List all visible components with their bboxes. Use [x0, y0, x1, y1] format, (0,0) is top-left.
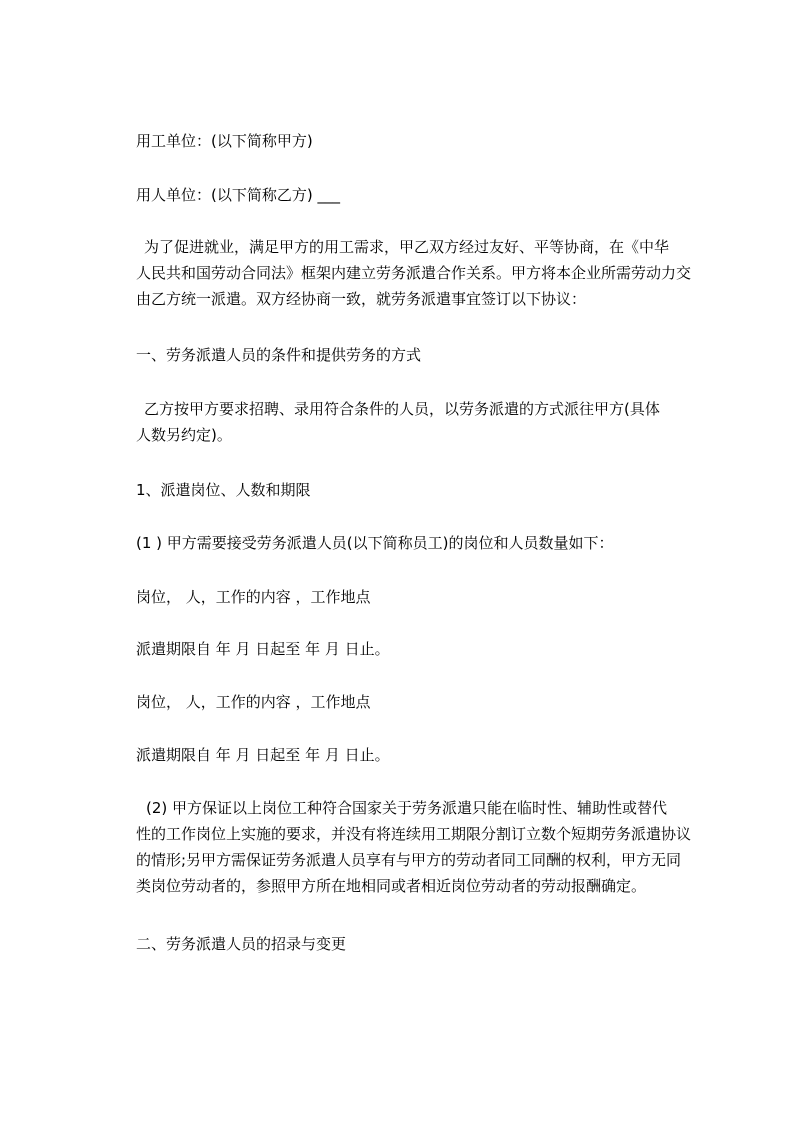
item-2-line-4: 类岗位劳动者的，参照甲方所在地相同或者相近岗位劳动者的劳动报酬确定。 — [136, 877, 647, 895]
item-2-line-3: 的情形;另甲方需保证劳务派遣人员享有与甲方的劳动者同工同酬的权利，甲方无同 — [136, 851, 682, 869]
post-line-b: 岗位， 人，工作的内容 ，工作地点 — [136, 693, 371, 711]
item-1-text: (1 ) 甲方需要接受劳务派遣人员(以下简称员工)的岗位和人员数量如下： — [136, 534, 614, 552]
section-1-heading: 一、劳务派遣人员的条件和提供劳务的方式 — [136, 346, 422, 364]
section-1-body-line-2: 人数另约定)。 — [136, 426, 232, 444]
sub-1-heading: 1、派遣岗位、人数和期限 — [136, 481, 311, 499]
employer-line: 用工单位：(以下简称甲方) — [136, 132, 313, 150]
intro-line-2: 人民共和国劳动合同法》框架内建立劳务派遣合作关系。甲方将本企业所需劳动力交 — [136, 264, 692, 282]
item-2-line-2: 性的工作岗位上实施的要求，并没有将连续用工期限分割订立数个短期劳务派遣协议 — [136, 825, 692, 843]
section-1-body-line-1: 乙方按甲方要求招聘、录用符合条件的人员，以劳务派遣的方式派往甲方(具体 — [144, 400, 660, 418]
item-2-paragraph — [136, 795, 700, 899]
period-line-a: 派遣期限自 年 月 日起至 年 月 日止。 — [136, 640, 390, 658]
item-2-line-1: (2) 甲方保证以上岗位工种符合国家关于劳务派遣只能在临时性、辅助性或替代 — [146, 799, 668, 817]
intro-line-1: 为了促进就业，满足甲方的用工需求，甲乙双方经过友好、平等协商，在《中华 — [144, 238, 670, 256]
section-1-body — [136, 396, 700, 448]
post-line-a: 岗位， 人，工作的内容 ，工作地点 — [136, 588, 371, 606]
period-line-b: 派遣期限自 年 月 日起至 年 月 日止。 — [136, 746, 390, 764]
section-2-heading: 二、劳务派遣人员的招录与变更 — [136, 935, 347, 953]
dispatcher-line: 用人单位：(以下简称乙方) ___ — [136, 186, 340, 204]
intro-paragraph — [136, 234, 700, 312]
intro-line-3: 由乙方统一派遣。双方经协商一致，就劳务派遣事宜签订以下协议： — [136, 290, 587, 308]
